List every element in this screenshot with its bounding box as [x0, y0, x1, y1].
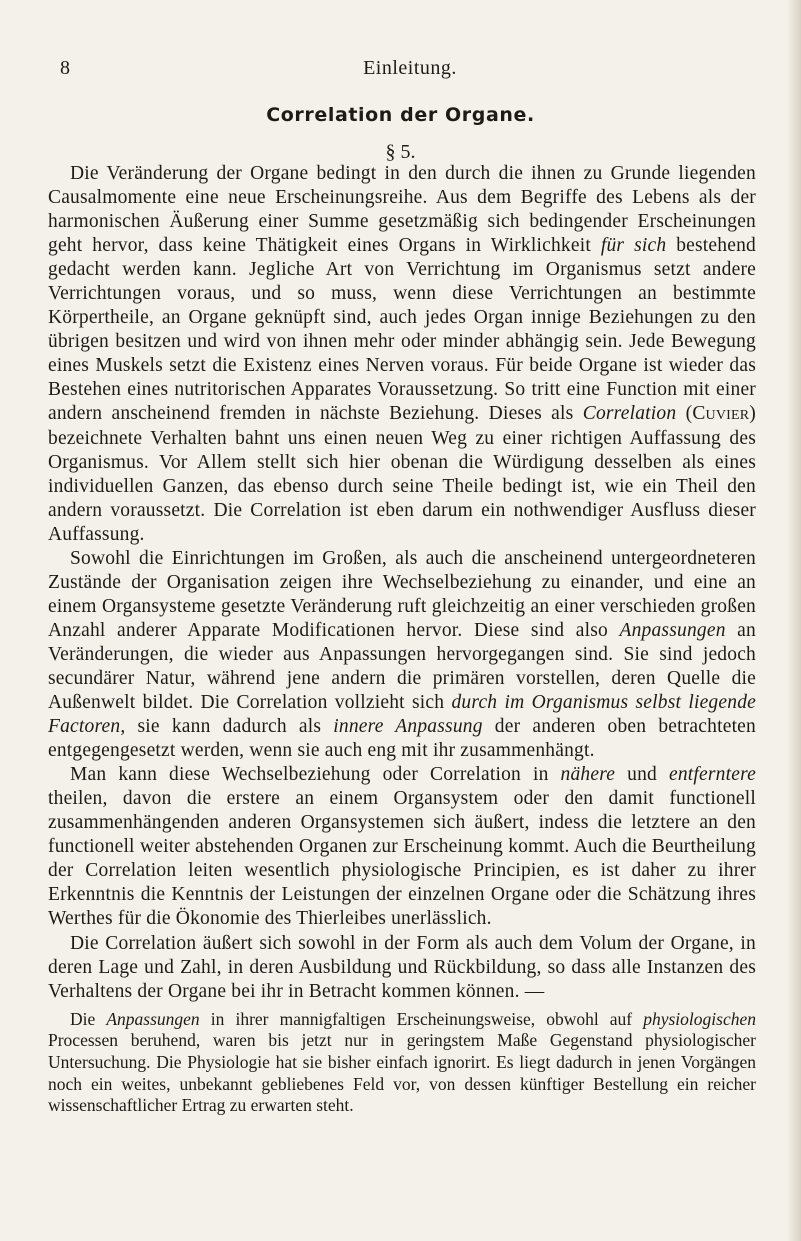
running-head	[60, 57, 760, 83]
page-edge	[787, 0, 801, 1241]
paragraph-3: Man kann diese Wechselbeziehung oder Correlation in nähere und entferntere theilen, davon die erstere an einem Organsystem oder den damit functionell zusammenhängenden anderen Organsystemen sich äußert, indess die letztere an den functionell weiter abstehenden Organen zur Erscheinung kommt. Auch die Beurtheilung der Correlation leiten wesentlich physiologische Principien, es ist daher zu ihrer Erkenntnis die Kenntnis der Leistungen der einzelnen Organe oder die Schätzung ihres Werthes für die Ökonomie des Thierleibes unerlässlich.	[48, 764, 757, 930]
paragraph-4: Die Correlation äußert sich sowohl in der Form als auch dem Volum der Organe, in deren Lage und Zahl, in deren Ausbildung und Rückbildung, so dass alle Instanzen des Verhaltens der Organe bei ihr in Betracht kommen können. —	[48, 932, 756, 1002]
section-title: Correlation der Organe.	[266, 104, 535, 126]
page-number: 8	[60, 57, 70, 79]
paragraph-note: Die Anpassungen in ihrer mannigfaltigen Erscheinungsweise, obwohl auf physiologischen Processen beruhend, waren bis jetzt nur in geringstem Maße Gegenstand physiologischer Untersuchung. Die Physiologie hat sie bisher einfach ignorirt. Es liegt dadurch in jenen Vorgängen noch ein weites, unbekannt gebliebenes Feld vor, von dessen künftiger Bestellung ein reicher wissenschaftlicher Ertrag zu erwarten steht.	[48, 1008, 756, 1116]
body-text	[48, 162, 756, 1117]
paragraph-2: Sowohl die Einrichtungen im Großen, als auch die anscheinend untergeordneteren Zustände der Organisation zeigen ihre Wechselbeziehung zu einander, und eine an einem Organsysteme gesetzte Veränderung ruft gleichzeitig an einer verschieden großen Anzahl anderer Apparate Modificationen hervor. Diese sind also Anpassungen an Veränderungen, die wieder aus Anpassungen hervorgegangen sind. Sie sind jedoch secundärer Natur, während jene andern die primären vorstellen, deren Quelle die Außenwelt bildet. Die Correlation vollzieht sich durch im Organismus selbst liegende Factoren, sie kann dadurch als innere Anpassung der anderen oben betrachteten entgegengesetzt werden, wenn sie auch eng mit ihr zusammenhängt.	[48, 547, 756, 762]
paragraph-1: Die Veränderung der Organe bedingt in den durch die ihnen zu Grunde liegenden Causalmomente eine neue Erscheinungsreihe. Aus dem Begriffe des Lebens als der harmonischen Äußerung einer Summe gesetzmäßig sich bedingender Erscheinungen geht hervor, dass keine Thätigkeit eines Organs in Wirklichkeit für sich bestehend gedacht werden kann. Jegliche Art von Verrichtung im Organismus setzt andere Verrichtungen voraus, und so muss, wenn diese Verrichtungen an bestimmte Körpertheile, an Organe geknüpft sind, auch jedes Organ innige Beziehungen zu den übrigen besitzen und wird von ihnen mehr oder minder abhängig sein. Jede Bewegung eines Muskels setzt die Existenz eines Nerven voraus. Für beide Organe ist wieder das Bestehen eines nutritorischen Apparates Voraussetzung. So tritt eine Function mit einer andern anscheinend fremden in nächste Beziehung. Dieses als Correlation (Cuvier) bezeichnete Verhalten bahnt uns einen neuen Weg zu einer richtigen Auffassung des Organismus. Vor Allem stellt sich hier obenan die Würdigung desselben als eines individuellen Ganzen, das ebenso durch seine Theile bedingt ist, wie ein Theil den andern voraussetzt. Die Correlation ist eben darum ein nothwendiger Ausfluss dieser Auffassung.	[48, 163, 756, 545]
section-number: § 5.	[385, 141, 416, 163]
running-title: Einleitung.	[363, 57, 457, 79]
